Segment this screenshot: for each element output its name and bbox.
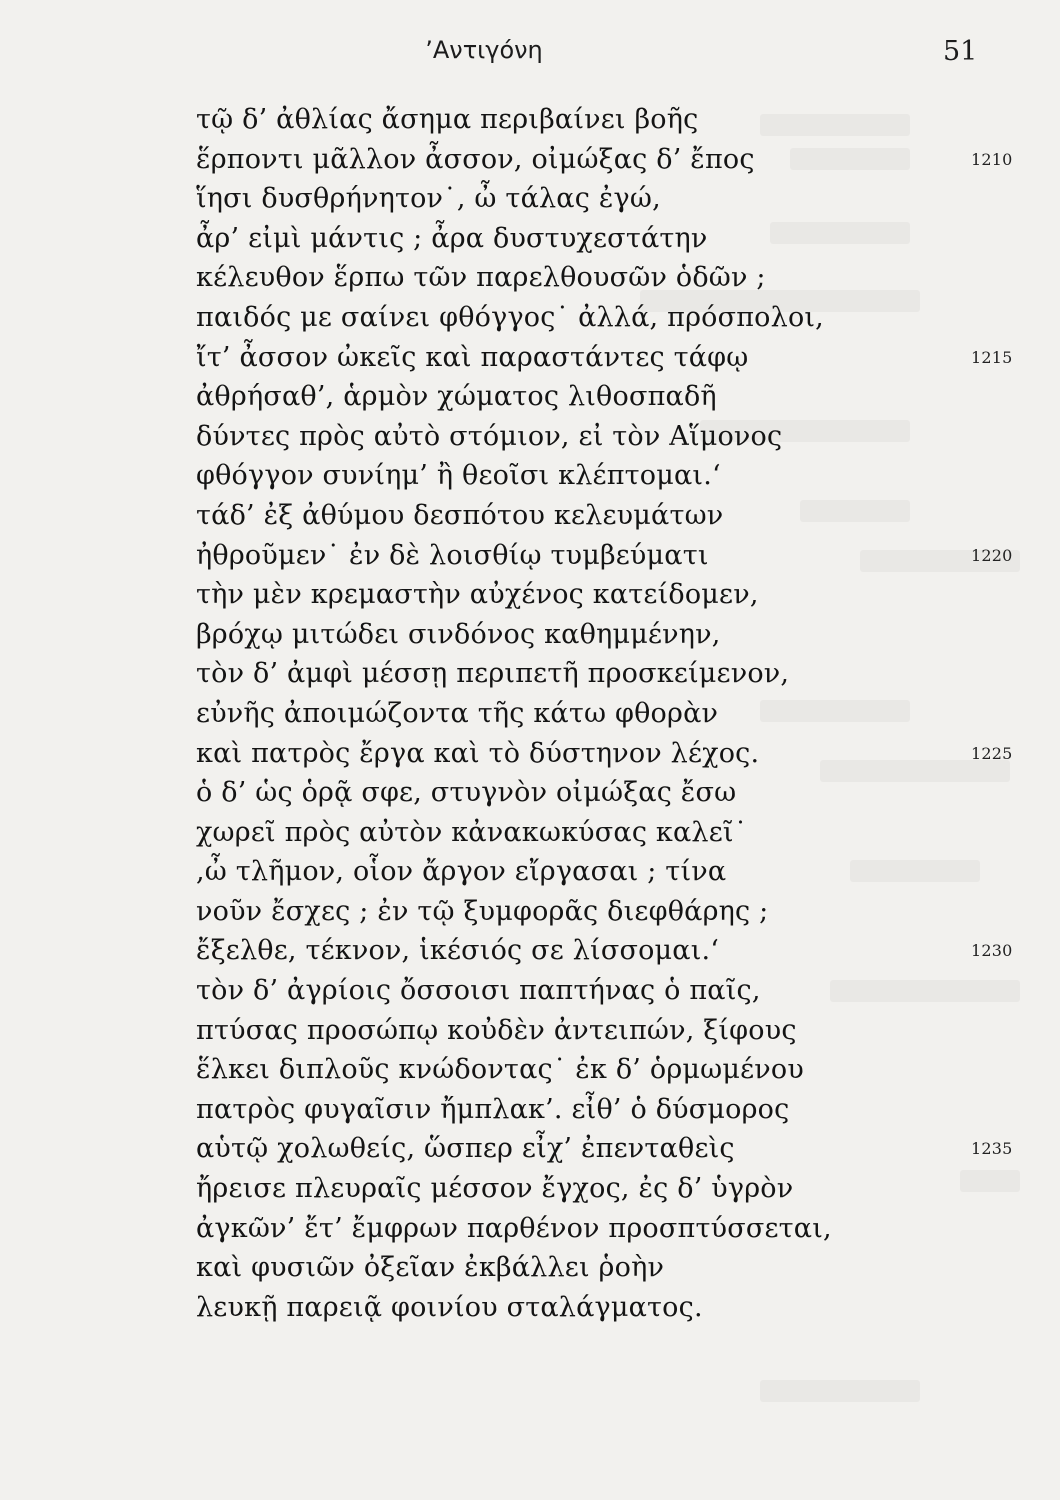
verse-line — [196, 1090, 936, 1130]
line-number: 1210 — [971, 149, 1013, 169]
verse-text: ἔξελθε, τέκνον, ἱκέσιός σε λίσσομαι.‘ — [196, 935, 720, 967]
verse-text: τὸν δ’ ἀγρίοις ὄσσοισι παπτήνας ὁ παῖς, — [196, 975, 761, 1007]
verse-line — [196, 377, 936, 417]
verse-line — [196, 734, 1013, 774]
verse-line — [196, 496, 936, 536]
verse-line — [196, 575, 936, 615]
verse-text: καὶ φυσιῶν ὀξεῖαν ἐκβάλλει ῥοὴν — [196, 1252, 665, 1284]
verse-line — [196, 179, 936, 219]
verse-text: βρόχῳ μιτώδει σινδόνος καθημμένην, — [196, 618, 721, 650]
verse-text: ἕλκει διπλοῦς κνώδοντας˙ ἐκ δ’ ὁρμωμένου — [196, 1054, 804, 1086]
running-title: ’Αντιγόνη — [425, 36, 543, 64]
verse-text: χωρεῖ πρὸς αὐτὸν κἀνακωκύσας καλεῖ˙ — [196, 816, 748, 848]
verse-line — [196, 258, 936, 298]
verse-text: ἤρεισε πλευραῖς μέσσον ἔγχος, ἐς δ’ ὑγρὸν — [196, 1173, 794, 1205]
verse-line — [196, 773, 936, 813]
verse-text: πατρὸς φυγαῖσιν ἤμπλακ’. εἶθ’ ὁ δύσμορος — [196, 1093, 790, 1125]
verse-text: ἕρποντι μᾶλλον ἆσσον, οἰμώξας δ’ ἔπος — [196, 143, 755, 175]
verse-line — [196, 654, 936, 694]
line-number: 1235 — [971, 1139, 1013, 1159]
verse-text: ἀθρήσαθ’, ἁρμὸν χώματος λιθοσπαδῆ — [196, 381, 717, 413]
line-number: 1225 — [971, 743, 1013, 763]
verse-text: τὴν μὲν κρεμαστὴν αὐχένος κατείδομεν, — [196, 579, 759, 611]
verse-text: λευκῇ παρειᾷ φοινίου σταλάγματος. — [196, 1291, 703, 1323]
page-number: 51 — [943, 36, 978, 67]
verse-line — [196, 456, 936, 496]
verse-line — [196, 536, 1013, 576]
verse-line — [196, 338, 1013, 378]
verse-line — [196, 298, 936, 338]
verse-line — [196, 892, 936, 932]
verse-line — [196, 971, 936, 1011]
verse-text: δύντες πρὸς αὐτὸ στόμιον, εἰ τὸν Αἵμονος — [196, 420, 783, 452]
verse-text: κέλευθον ἕρπω τῶν παρελθουσῶν ὁδῶν ; — [196, 262, 766, 294]
verse-text: ,ὦ τλῆμον, οἷον ἄργον εἴργασαι ; τίνα — [196, 856, 727, 888]
verse-text: πτύσας προσώπῳ κοὐδὲν ἀντειπών, ξίφους — [196, 1014, 797, 1046]
verse-line — [196, 1129, 1013, 1169]
verse-line — [196, 1248, 936, 1288]
verse-line — [196, 694, 936, 734]
verse-line — [196, 100, 936, 140]
line-number: 1220 — [971, 545, 1013, 565]
verse-line — [196, 1288, 936, 1328]
verse-text: τάδ’ ἐξ ἀθύμου δεσπότου κελευμάτων — [196, 499, 724, 531]
verse-text: ἴτ’ ἆσσον ὠκεῖς καὶ παραστάντες τάφῳ — [196, 341, 749, 373]
verse-line — [196, 140, 1013, 180]
verse-text: παιδός με σαίνει φθόγγος˙ ἀλλά, πρόσπολοι, — [196, 301, 824, 333]
verse-line — [196, 1209, 936, 1249]
verse-text: ἠθροῦμεν˙ ἐν δὲ λοισθίῳ τυμβεύματι — [196, 539, 709, 571]
verse-text: τῷ δ’ ἀθλίας ἄσημα περιβαίνει βοῆς — [196, 104, 699, 135]
verse-text: εὐνῆς ἀποιμώζοντα τῆς κάτω φθορὰν — [196, 697, 719, 729]
verse-line — [196, 1169, 936, 1209]
verse-text: αὑτῷ χολωθείς, ὥσπερ εἶχ’ ἐπενταθεὶς — [196, 1133, 735, 1165]
line-number: 1215 — [971, 347, 1013, 367]
verse-line — [196, 1050, 936, 1090]
verse-line — [196, 615, 936, 655]
verse-line — [196, 931, 1013, 971]
verse-line — [196, 813, 936, 853]
verse-text: νοῦν ἔσχες ; ἐν τῷ ξυμφορᾶς διεφθάρης ; — [196, 895, 769, 927]
verse-text: ἀγκῶν’ ἔτ’ ἔμφρων παρθένον προσπτύσσεται, — [196, 1212, 832, 1244]
verse-text: καὶ πατρὸς ἔργα καὶ τὸ δύστηνον λέχος. — [196, 737, 760, 769]
verse-text: τὸν δ’ ἀμφὶ μέσσῃ περιπετῆ προσκείμενον, — [196, 658, 790, 690]
verse-line — [196, 1011, 936, 1051]
verse-line — [196, 219, 936, 259]
running-head — [0, 34, 1060, 74]
verse-line — [196, 417, 936, 457]
verse-text: φθόγγον συνίημ’ ἢ θεοῖσι κλέπτομαι.‘ — [196, 460, 721, 492]
verse-text: ἵησι δυσθρήνητον˙, ὦ τάλας ἐγώ, — [196, 183, 661, 215]
line-number: 1230 — [971, 941, 1013, 961]
verse-line — [196, 852, 936, 892]
verse-text: ὁ δ’ ὡς ὁρᾷ σφε, στυγνὸν οἰμώξας ἔσω — [196, 777, 737, 809]
verse-block — [196, 100, 1013, 1327]
verse-text: ἆρ’ εἰμὶ μάντις ; ἆρα δυστυχεστάτην — [196, 222, 708, 254]
